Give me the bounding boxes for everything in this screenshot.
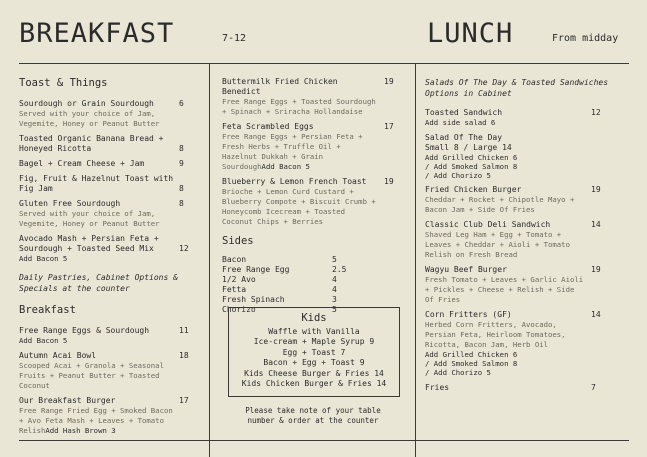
menu-item: Salad Of The Day — [425, 133, 503, 142]
item-description: Brioche + Lemon Curd Custard + Blueberry Compote + Biscuit Crumb + Honeycomb Icecream + Toasted Coconut Chips + Berries — [222, 187, 376, 226]
menu-item: Corn Fritters (GF) Herbed Corn Fritters, Avocado, Persian Feta, Heirloom Tomatoes, Ricotta, Bacon Jam, Herb Oil Add Grilled Chicken 6 / Add Smoked Salmon 8 / Add Chorizo 5 14 — [425, 310, 611, 377]
menu-item: Sourdough or Grain Sourdough Served with your choice of Jam, Vegemite, Honey or Peanut Butter 6 — [19, 99, 199, 129]
menu-item: Toasted Organic Banana Bread + Honeyed Ricotta 8 — [19, 134, 199, 154]
item-description: Shaved Leg Ham + Egg + Tomato + Leaves + Cheddar + Aioli + Tomato Relish on Fresh Bread — [425, 230, 570, 259]
sides-section-title: Sides — [222, 235, 254, 247]
kids-item: Bacon + Egg + Toast 9 — [263, 358, 365, 367]
lunch-heading: LUNCH — [427, 18, 514, 49]
breakfast-hours: 7-12 — [222, 33, 247, 44]
side-item: Fetta 4 — [222, 285, 337, 294]
item-price: 18 — [179, 351, 189, 360]
kids-section-title: Kids — [301, 312, 327, 324]
breakfast-section-title: Breakfast — [19, 304, 76, 316]
menu-item: Avocado Mash + Persian Feta + Sourdough + Toasted Seed Mix Add Bacon 5 12 — [19, 234, 199, 264]
side-item: 1/2 Avo 4 — [222, 275, 337, 284]
item-price: 19 — [384, 77, 394, 86]
item-description: Fresh Tomato + Leaves + Garlic Aioli + Pickles + Cheese + Relish + Side Of Fries — [425, 275, 584, 304]
top-rule — [19, 63, 629, 64]
pastries-note: Daily Pastries, Cabinet Options & Specials at the counter — [19, 273, 178, 293]
item-price: 12 — [179, 244, 189, 253]
side-item: Free Range Egg 2.5 — [222, 265, 347, 274]
item-price: 14 — [591, 310, 601, 319]
kids-item: Ice-cream + Maple Syrup 9 — [253, 337, 375, 346]
item-price: 7 — [591, 383, 596, 392]
kids-item: Kids Cheese Burger & Fries 14 — [244, 368, 384, 378]
kids-item: Egg + Toast 7 — [282, 347, 346, 357]
side-item: Bacon 5 — [222, 255, 337, 264]
item-addon: Add Grilled Chicken 6 / Add Smoked Salmon 8 / Add Chorizo 5 — [425, 153, 518, 180]
menu-item: Fried Chicken Burger Cheddar + Rocket + Chipotle Mayo + Bacon Jam + Side Of Fries 19 — [425, 185, 611, 215]
kids-item: Kids Chicken Burger & Fries 14 — [241, 379, 387, 388]
column-mains-sides — [222, 77, 404, 315]
menu-item: Toasted Sandwich Add side salad 6 12 — [425, 108, 611, 128]
item-description: Free Range Fried Egg + Smoked Bacon + Avo Feta Mash + Leaves + Tomato Relish — [19, 406, 173, 435]
kids-menu-box — [228, 307, 400, 397]
menu-item: Buttermilk Fried Chicken Benedict Free Range Eggs + Toasted Sourdough + Spinach + Sriracha Hollandaise 19 — [222, 77, 404, 117]
item-price: 9 — [179, 159, 184, 168]
item-price: 14 — [591, 220, 601, 229]
item-price: 8 — [179, 184, 184, 193]
item-price: 12 — [591, 108, 601, 117]
item-price: 19 — [591, 185, 601, 194]
menu-item: Wagyu Beef Burger Fresh Tomato + Leaves + Garlic Aioli + Pickles + Cheese + Relish + Side Of Fries 19 — [425, 265, 611, 305]
item-price: 17 — [384, 122, 394, 131]
item-price: 19 — [591, 265, 601, 274]
sides-list — [222, 255, 404, 315]
item-price: 17 — [179, 396, 189, 405]
item-description: Cheddar + Rocket + Chipotle Mayo + Bacon Jam + Side Of Fries — [425, 195, 575, 214]
item-description: Served with your choice of Jam, Vegemite, Honey or Peanut Butter — [19, 109, 160, 128]
item-addon: Add Bacon 5 — [19, 254, 68, 263]
menu-item: Our Breakfast Burger Free Range Fried Egg + Smoked Bacon + Avo Feta Mash + Leaves + Tomato RelishAdd Hash Brown 3 17 — [19, 396, 199, 436]
item-addon: Add side salad 6 — [425, 118, 496, 127]
item-price: 19 — [384, 177, 394, 186]
toast-section-title: Toast & Things — [19, 77, 108, 89]
item-addon: Add Grilled Chicken 6 / Add Smoked Salmon 8 / Add Chorizo 5 — [425, 350, 518, 377]
divider-2 — [415, 63, 416, 457]
menu-item: Fig, Fruit & Hazelnut Toast with Fig Jam 8 — [19, 174, 199, 194]
lunch-hours: From midday — [552, 33, 619, 44]
menu-item: Gluten Free Sourdough Served with your choice of Jam, Vegemite, Honey or Peanut Butter 8 — [19, 199, 199, 229]
item-addon: Add Bacon 5 — [19, 336, 68, 345]
side-item: Fresh Spinach 3 — [222, 295, 337, 304]
menu-item: Fries 7 — [425, 383, 611, 393]
column-lunch — [425, 77, 611, 398]
item-description: Free Range Eggs + Toasted Sourdough + Spinach + Sriracha Hollandaise — [222, 97, 376, 116]
item-description: Scooped Acai + Granola + Seasonal Fruits + Peanut Butter + Toasted Coconut — [19, 361, 164, 390]
menu-item: Small 8 / Large 14 Add Grilled Chicken 6 / Add Smoked Salmon 8 / Add Chorizo 5 — [425, 143, 611, 180]
side-item: Chorizo 5 — [222, 305, 337, 314]
menu-item: Classic Club Deli Sandwich Shaved Leg Ham + Egg + Tomato + Leaves + Cheddar + Aioli + Tomato Relish on Fresh Bread 14 — [425, 220, 611, 260]
item-addon: Add Hash Brown 3 — [45, 426, 116, 435]
menu-item: Blueberry & Lemon French Toast Brioche + Lemon Curd Custard + Blueberry Compote + Biscuit Crumb + Honeycomb Icecream + Toasted Coconut Chips + Berries 19 — [222, 177, 404, 227]
item-description: Herbed Corn Fritters, Avocado, Persian Feta, Heirloom Tomatoes, Ricotta, Bacon Jam, Herb Oil — [425, 320, 566, 349]
menu-item: Feta Scrambled Eggs Free Range Eggs + Persian Feta + Fresh Herbs + Truffle Oil + Hazelnut Dukkah + Grain SourdoughAdd Bacon 5 17 — [222, 122, 404, 172]
breakfast-heading: BREAKFAST — [19, 18, 175, 49]
item-description: Served with your choice of Jam, Vegemite, Honey or Peanut Butter — [19, 209, 160, 228]
menu-item: Autumn Acai Bowl Scooped Acai + Granola + Seasonal Fruits + Peanut Butter + Toasted Coconut 18 — [19, 351, 199, 391]
menu-item: Bagel + Cream Cheese + Jam 9 — [19, 159, 199, 169]
menu-item: Free Range Eggs & Sourdough Add Bacon 5 11 — [19, 326, 199, 346]
item-price: 6 — [179, 99, 184, 108]
item-description: Free Range Eggs + Persian Feta + Fresh Herbs + Truffle Oil + Hazelnut Dukkah + Grain Sourdough — [222, 132, 363, 171]
order-note: Please take note of your table number & order at the counter — [245, 406, 381, 425]
item-price: 8 — [179, 199, 184, 208]
item-price: 8 — [179, 144, 184, 153]
kids-item: Waffle with Vanilla — [268, 326, 360, 336]
item-addon: Add Bacon 5 — [261, 162, 310, 171]
item-price: 11 — [179, 326, 189, 335]
divider-1 — [209, 63, 210, 457]
lunch-intro: Salads Of The Day & Toasted Sandwiches Options in Cabinet — [425, 78, 609, 98]
column-toast-breakfast — [19, 77, 199, 441]
